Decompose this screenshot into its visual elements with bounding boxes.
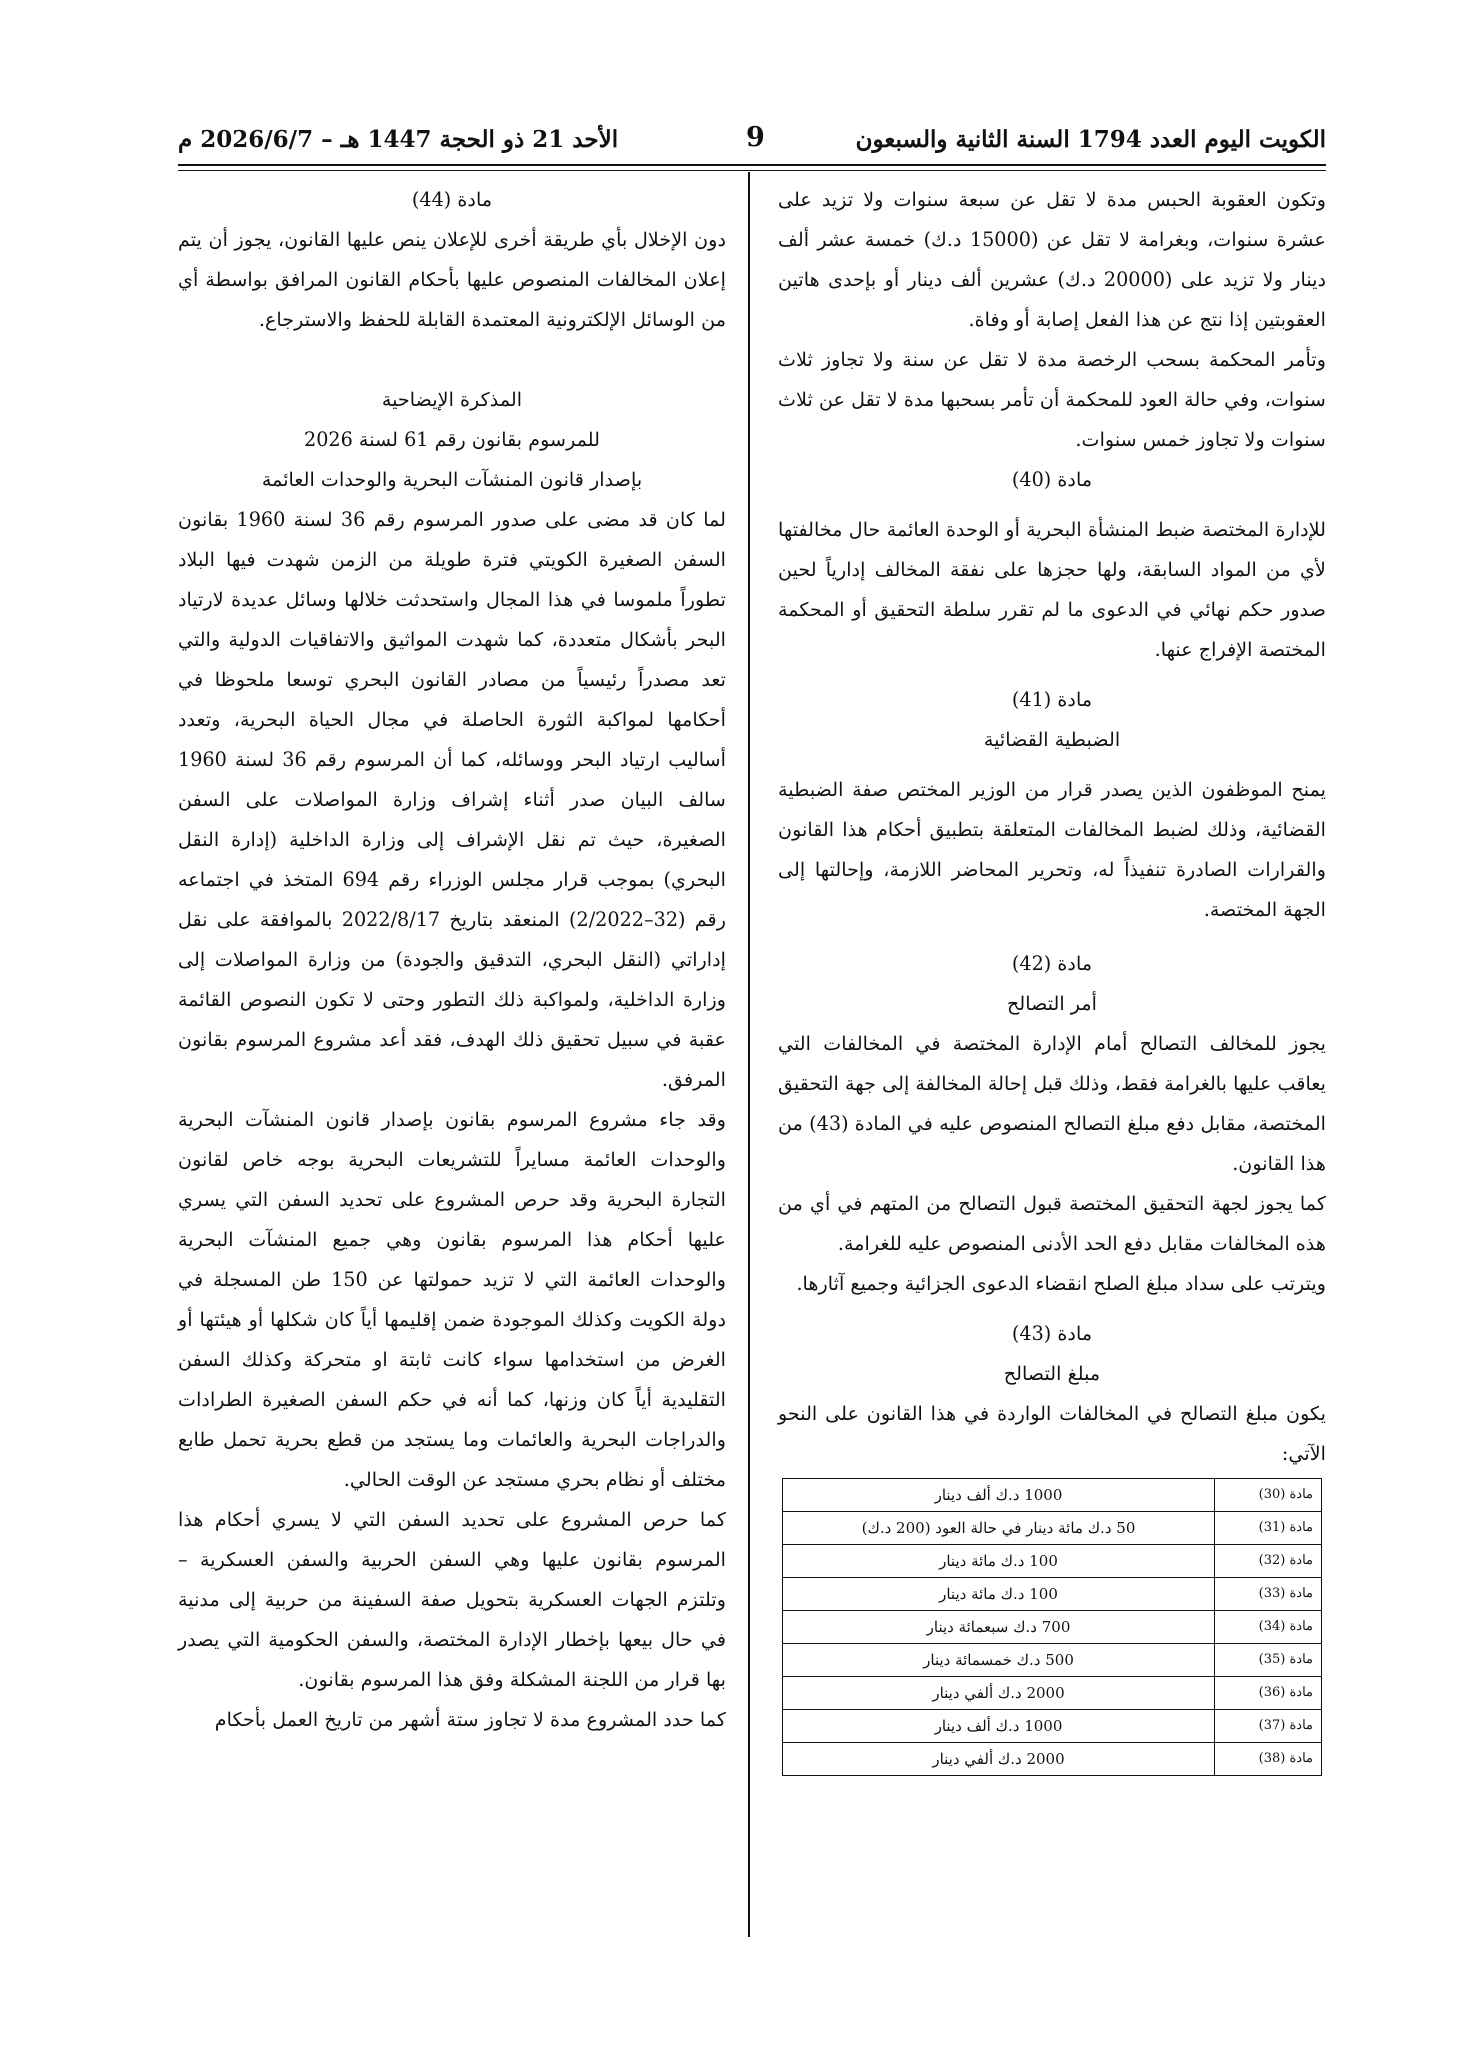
header-rule-thin [178, 170, 1326, 171]
table-cell-amount: 2000 د.ك ألفي دينار [783, 1677, 1215, 1710]
table-row [783, 1611, 1322, 1644]
table-cell-amount: 1000 د.ك ألف دينار [783, 1479, 1215, 1512]
article-44-text: دون الإخلال بأي طريقة أخرى للإعلان ينص عليها القانون، يجوز أن يتم إعلان المخالفات المنصوص عليها بأحكام القانون المرافق بواسطة أي من الوسائل الإلكترونية المعتمدة القابلة للحفظ والاسترجاع. [178, 228, 726, 331]
article-42-title: مادة (42) [1011, 952, 1093, 975]
table-row [783, 1743, 1322, 1776]
page-number: 9 [746, 122, 765, 153]
table-cell-amount: 2000 د.ك ألفي دينار [783, 1743, 1215, 1776]
table-cell-article: مادة (33) [1215, 1578, 1322, 1611]
header-date: الأحد 21 ذو الحجة 1447 هـ – 2026/6/7 م [178, 126, 619, 153]
article-40-text: للإدارة المختصة ضبط المنشأة البحرية أو الوحدة العائمة حال مخالفتها لأي من المواد السابقة، ولها حجزها على نفقة المخالف إدارياً لحين صدور حكم نهائي في الدعوى ما لم تقرر سلطة التحقيق أو المحكمة المختصة الإفراج عنها. [778, 518, 1326, 661]
article-42-text: كما يجوز لجهة التحقيق المختصة قبول التصالح من المتهم في أي من هذه المخالفات مقابل دفع الحد الأدنى المنصوص عليه للغرامة. [778, 1192, 1326, 1255]
settlement-amounts-table [782, 1478, 1322, 1776]
article-41-title: مادة (41) [1011, 688, 1093, 711]
column-divider [748, 172, 750, 1937]
table-cell-article: مادة (34) [1215, 1611, 1322, 1644]
article-43-title: مادة (43) [1011, 1322, 1093, 1345]
article-42-text: ويترتب على سداد مبلغ الصلح انقضاء الدعوى الجزائية وجميع آثارها. [796, 1272, 1326, 1295]
memo-paragraph: وقد جاء مشروع المرسوم بقانون بإصدار قانون المنشآت البحرية والوحدات العائمة مسايراً للتشريعات البحرية بوجه خاص لقانون التجارة البحرية وقد حرص المشروع على تحديد السفن التي يسري عليها أحكام هذا المرسوم بقانون وهي جميع المنشآت البحرية والوحدات العائمة التي لا تزيد حمولتها عن 150 طن المسجلة في دولة الكويت وكذلك الموجودة ضمن إقليمها أياً كان شكلها أو هيئتها أو الغرض من استخدامها سواء كانت ثابتة او متحركة وكذلك السفن التقليدية أياً كان وزنها، كما أنه في حكم السفن الصغيرة الطرادات والدراجات البحرية والعائمات وما يستجد من قطع بحرية تحمل طابع مختلف أو نظام بحري مستجد عن الوقت الحالي. [178, 1108, 726, 1491]
table-cell-amount: 50 د.ك مائة دينار في حالة العود (200 د.ك) [783, 1512, 1215, 1545]
table-cell-article: مادة (38) [1215, 1743, 1322, 1776]
article-41-subtitle: الضبطية القضائية [983, 728, 1121, 751]
memo-subtitle: للمرسوم بقانون رقم 61 لسنة 2026 [303, 428, 600, 451]
table-cell-article: مادة (37) [1215, 1710, 1322, 1743]
license-paragraph: وتأمر المحكمة بسحب الرخصة مدة لا تقل عن سنة ولا تجاوز ثلاث سنوات، وفي حالة العود للمحكمة أن تأمر بسحبها مدة لا تقل عن ثلاث سنوات ولا تجاوز خمس سنوات. [778, 348, 1326, 451]
table-row [783, 1512, 1322, 1545]
header-rule [178, 164, 1326, 166]
table-row [783, 1644, 1322, 1677]
article-40-title: مادة (40) [1011, 468, 1093, 491]
table-cell-amount: 1000 د.ك ألف دينار [783, 1710, 1215, 1743]
page-header [178, 118, 1326, 164]
table-cell-amount: 100 د.ك مائة دينار [783, 1578, 1215, 1611]
header-gazette-issue: الكويت اليوم العدد 1794 السنة الثانية والسبعون [855, 126, 1326, 153]
article-44-title: مادة (44) [411, 188, 493, 211]
memo-subtitle-law: بإصدار قانون المنشآت البحرية والوحدات العائمة [261, 468, 643, 491]
article-43-text: يكون مبلغ التصالح في المخالفات الواردة في هذا القانون على النحو الآتي: [778, 1402, 1326, 1465]
table-row [783, 1545, 1322, 1578]
table-cell-amount: 500 د.ك خمسمائة دينار [783, 1644, 1215, 1677]
table-cell-article: مادة (32) [1215, 1545, 1322, 1578]
memo-paragraph: لما كان قد مضى على صدور المرسوم رقم 36 لسنة 1960 بقانون السفن الصغيرة الكويتي فترة طويلة من الزمن شهدت فيها البلاد تطوراً ملموسا في هذا المجال واستحدثت خلالها وسائل عديدة لارتياد البحر بأشكال متعددة، كما شهدت المواثيق والاتفاقيات الدولية والتي تعد مصدراً رئيسياً من مصادر القانون البحري توسعا ملحوظا في أحكامها لمواكبة الثورة الحاصلة في مجال الحياة البحرية، وتعدد أساليب ارتياد البحر ووسائله، كما أن المرسوم رقم 36 لسنة 1960 سالف البيان صدر أثناء إشراف وزارة المواصلات على السفن الصغيرة، حيث تم نقل الإشراف إلى وزارة الداخلية (إدارة النقل البحري) بموجب قرار مجلس الوزراء رقم 694 المتخذ في اجتماعه رقم (32–2/2022) المنعقد بتاريخ 2022/8/17 بالموافقة على نقل إداراتي (النقل البحري، التدقيق والجودة) من وزارة المواصلات إلى وزارة الداخلية، ولمواكبة ذلك التطور وحتى لا تكون النصوص القائمة عقبة في سبيل تحقيق ذلك الهدف، فقد أعد مشروع المرسوم بقانون المرفق. [178, 508, 727, 1091]
table-cell-article: مادة (35) [1215, 1644, 1322, 1677]
memo-paragraph: كما حدد المشروع مدة لا تجاوز ستة أشهر من تاريخ العمل بأحكام [214, 1708, 726, 1731]
table-row [783, 1710, 1322, 1743]
memo-title: المذكرة الإيضاحية [381, 388, 523, 411]
table-cell-article: مادة (30) [1215, 1479, 1322, 1512]
table-cell-article: مادة (31) [1215, 1512, 1322, 1545]
memo-paragraph: كما حرص المشروع على تحديد السفن التي لا يسري أحكام هذا المرسوم بقانون عليها وهي السفن الحربية والسفن العسكرية – وتلتزم الجهات العسكرية بتحويل صفة السفينة من حربية إلى مدنية في حال بيعها بإخطار الإدارة المختصة، والسفن الحكومية التي يصدر بها قرار من اللجنة المشكلة وفق هذا المرسوم بقانون. [178, 1508, 726, 1691]
article-42-subtitle: أمر التصالح [1007, 992, 1097, 1015]
article-41-text: يمنح الموظفون الذين يصدر قرار من الوزير المختص صفة الضبطية القضائية، وذلك لضبط المخالفات المتعلقة بتطبيق أحكام هذا القانون والقرارات الصادرة تنفيذاً له، وتحرير المحاضر اللازمة، وإحالتها إلى الجهة المختصة. [778, 778, 1326, 921]
article-42-text: يجوز للمخالف التصالح أمام الإدارة المختصة في المخالفات التي يعاقب عليها بالغرامة فقط، وذلك قبل إحالة المخالفة إلى جهة التحقيق المختصة، مقابل دفع مبلغ التصالح المنصوص عليه في المادة (43) من هذا القانون. [778, 1032, 1326, 1175]
table-cell-amount: 700 د.ك سبعمائة دينار [783, 1611, 1215, 1644]
left-column [178, 180, 726, 1740]
table-cell-article: مادة (36) [1215, 1677, 1322, 1710]
right-column [778, 180, 1326, 1776]
table-cell-amount: 100 د.ك مائة دينار [783, 1545, 1215, 1578]
table-row [783, 1479, 1322, 1512]
penalty-paragraph: وتكون العقوبة الحبس مدة لا تقل عن سبعة سنوات ولا تزيد على عشرة سنوات، وبغرامة لا تقل عن (15000 د.ك) خمسة عشر ألف دينار ولا تزيد على (20000 د.ك) عشرين ألف دينار أو بإحدى هاتين العقوبتين إذا نتج عن هذا الفعل إصابة أو وفاة. [778, 188, 1327, 331]
article-43-subtitle: مبلغ التصالح [1003, 1362, 1101, 1385]
table-row [783, 1578, 1322, 1611]
table-row [783, 1677, 1322, 1710]
